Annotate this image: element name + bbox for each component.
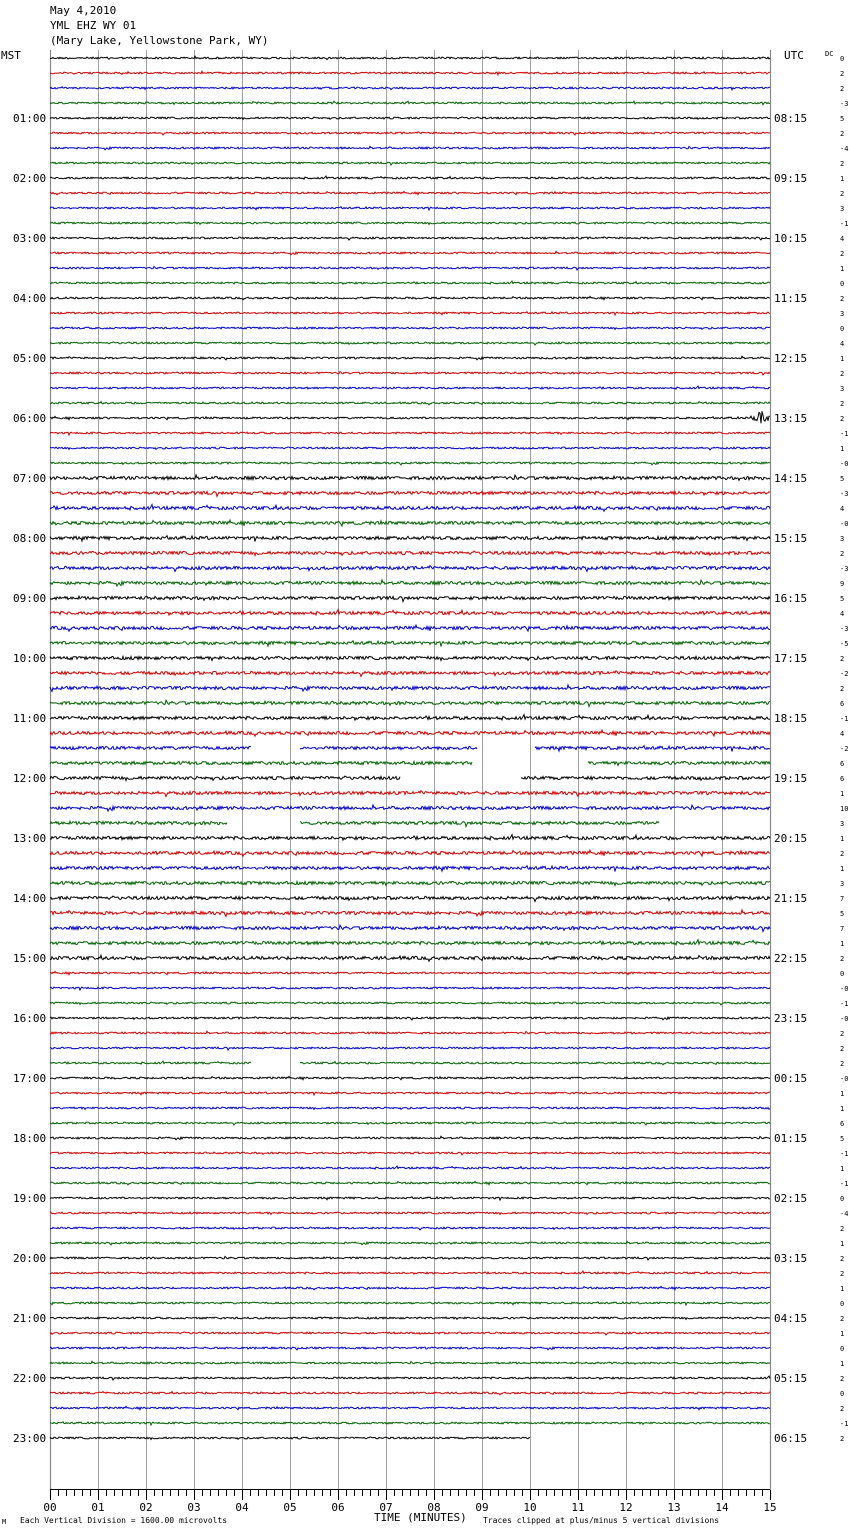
utc-hour-label: 08:15: [774, 112, 808, 125]
mst-hour-label: 12:00: [13, 772, 47, 785]
trace-74: [50, 1166, 770, 1169]
x-tick-label: 11: [571, 1501, 585, 1514]
trace-17: [50, 312, 770, 315]
trace-66: [50, 1047, 770, 1050]
mst-hour-label: 19:00: [13, 1192, 47, 1205]
x-tick-label: 06: [331, 1501, 345, 1514]
trace-52: [50, 835, 770, 841]
dc-offset-64: -0: [840, 1015, 849, 1023]
dc-offset-48: 6: [840, 775, 845, 783]
dc-offset-52: 1: [840, 835, 845, 843]
x-tick-label: 09: [475, 1501, 489, 1514]
trace-1: [50, 71, 770, 75]
trace-87: [50, 1361, 770, 1364]
clip-note: Traces clipped at plus/minus 5 vertical divisions: [483, 1516, 720, 1525]
trace-38: [50, 625, 770, 631]
trace-2: [50, 87, 770, 90]
mst-hour-label: 08:00: [13, 532, 47, 545]
trace-90: [50, 1406, 770, 1409]
mst-hour-label: 04:00: [13, 292, 47, 305]
mst-hour-label: 05:00: [13, 352, 47, 365]
dc-offset-14: 1: [840, 265, 845, 273]
dc-offset-7: 2: [840, 160, 845, 168]
dc-offset-20: 1: [840, 355, 845, 363]
dc-offset-67: 2: [840, 1060, 845, 1068]
trace-15: [50, 281, 770, 284]
dc-offset-73: -1: [840, 1150, 849, 1158]
utc-hour-label: 05:15: [774, 1372, 808, 1385]
dc-offset-33: 2: [840, 550, 845, 558]
trace-11: [50, 222, 770, 225]
dc-offset-18: 0: [840, 325, 845, 333]
dc-offset-41: -2: [840, 670, 849, 678]
mst-hour-label: 01:00: [13, 112, 47, 125]
utc-hour-label: 04:15: [774, 1312, 808, 1325]
dc-offset-91: -1: [840, 1420, 849, 1428]
trace-14: [50, 266, 770, 270]
dc-offset-12: 4: [840, 235, 845, 243]
dc-offset-32: 3: [840, 535, 845, 543]
dc-offset-13: 2: [840, 250, 845, 258]
mst-hour-label: 06:00: [13, 412, 47, 425]
dc-offset-63: -1: [840, 1000, 849, 1008]
mst-hour-label: 21:00: [13, 1312, 47, 1325]
dc-offset-50: 10: [840, 805, 849, 813]
dc-offset-76: 0: [840, 1195, 845, 1203]
corner-mark: M: [2, 1518, 7, 1526]
trace-21: [50, 371, 770, 375]
station-code: YML EHZ WY 01: [50, 19, 137, 32]
dc-offset-24: 2: [840, 415, 845, 423]
trace-46: [50, 746, 770, 752]
mst-hour-label: 07:00: [13, 472, 47, 485]
trace-18: [50, 327, 770, 329]
dc-offset-84: 2: [840, 1315, 845, 1323]
dc-offset-16: 2: [840, 295, 845, 303]
dc-offset-60: 2: [840, 955, 845, 963]
utc-hour-label: 02:15: [774, 1192, 808, 1205]
dc-offset-65: 2: [840, 1030, 845, 1038]
dc-offset-10: 3: [840, 205, 845, 213]
trace-34: [50, 566, 770, 572]
hour-labels: [13, 55, 848, 1445]
dc-offset-23: 2: [840, 400, 845, 408]
dc-offset-9: 2: [840, 190, 845, 198]
dc-offset-42: 2: [840, 685, 845, 693]
trace-5: [50, 132, 770, 135]
mst-hour-label: 13:00: [13, 832, 47, 845]
dc-offset-79: 1: [840, 1240, 845, 1248]
trace-48: [50, 776, 770, 781]
utc-hour-label: 01:15: [774, 1132, 808, 1145]
dc-offset-6: -4: [840, 145, 849, 153]
trace-86: [50, 1347, 770, 1350]
trace-26: [50, 447, 770, 450]
dc-offset-39: -5: [840, 640, 849, 648]
trace-31: [50, 520, 770, 526]
dc-offset-15: 0: [840, 280, 845, 288]
dc-offset-92: 2: [840, 1435, 845, 1443]
mst-hour-label: 10:00: [13, 652, 47, 665]
trace-60: [50, 955, 770, 961]
dc-offset-1: 2: [840, 70, 845, 78]
trace-24: [50, 411, 770, 423]
dc-offset-75: -1: [840, 1180, 849, 1188]
mst-hour-label: 02:00: [13, 172, 47, 185]
dc-offset-72: 5: [840, 1135, 845, 1143]
trace-43: [50, 700, 770, 706]
utc-hour-label: 09:15: [774, 172, 808, 185]
dc-offset-26: 1: [840, 445, 845, 453]
trace-45: [50, 730, 770, 736]
dc-offset-83: 0: [840, 1300, 845, 1308]
dc-offset-21: 2: [840, 370, 845, 378]
x-tick-label: 05: [283, 1501, 297, 1514]
dc-offset-43: 6: [840, 700, 845, 708]
dc-offset-58: 7: [840, 925, 845, 933]
trace-69: [50, 1092, 770, 1095]
utc-hour-label: 00:15: [774, 1072, 808, 1085]
dc-offset-88: 2: [840, 1375, 845, 1383]
mst-hour-label: 03:00: [13, 232, 47, 245]
dc-offset-3: -3: [840, 100, 849, 108]
utc-hour-label: 23:15: [774, 1012, 808, 1025]
trace-92: [50, 1437, 530, 1440]
trace-44: [50, 715, 770, 721]
dc-offset-89: 0: [840, 1390, 845, 1398]
dc-offset-30: 4: [840, 505, 845, 513]
dc-offset-47: 6: [840, 760, 845, 768]
trace-8: [50, 176, 770, 179]
trace-76: [50, 1197, 770, 1200]
dc-offset-70: 1: [840, 1105, 845, 1113]
dc-offset-5: 2: [840, 130, 845, 138]
utc-hour-label: 14:15: [774, 472, 808, 485]
mst-hour-label: 09:00: [13, 592, 47, 605]
dc-offset-44: -1: [840, 715, 849, 723]
trace-16: [50, 296, 770, 299]
utc-hour-label: 17:15: [774, 652, 808, 665]
station-location: (Mary Lake, Yellowstone Park, WY): [50, 34, 269, 47]
dc-offset-27: -0: [840, 460, 849, 468]
right-axis-title: UTC: [784, 49, 804, 62]
trace-68: [50, 1076, 770, 1079]
x-tick-label: 02: [139, 1501, 153, 1514]
dc-offset-45: 4: [840, 730, 845, 738]
trace-37: [50, 610, 770, 616]
trace-23: [50, 402, 770, 405]
mst-hour-label: 23:00: [13, 1432, 47, 1445]
mst-hour-label: 16:00: [13, 1012, 47, 1025]
trace-13: [50, 251, 770, 255]
trace-82: [50, 1286, 770, 1289]
dc-offset-37: 4: [840, 610, 845, 618]
trace-75: [50, 1181, 770, 1184]
mst-hour-label: 11:00: [13, 712, 47, 725]
x-tick-label: 03: [187, 1501, 201, 1514]
x-tick-label: 10: [523, 1501, 537, 1514]
trace-85: [50, 1332, 770, 1335]
trace-83: [50, 1302, 770, 1305]
utc-hour-label: 22:15: [774, 952, 808, 965]
trace-19: [50, 342, 770, 345]
dc-offset-69: 1: [840, 1090, 845, 1098]
trace-63: [50, 1002, 770, 1005]
trace-54: [50, 866, 770, 872]
x-tick-label: 01: [91, 1501, 105, 1514]
left-axis-title: MST: [1, 49, 21, 62]
trace-58: [50, 925, 770, 931]
trace-62: [50, 987, 770, 990]
trace-47: [50, 761, 770, 765]
trace-35: [50, 580, 770, 586]
dc-offset-85: 1: [840, 1330, 845, 1338]
trace-9: [50, 191, 770, 194]
trace-64: [50, 1017, 770, 1020]
dc-offset-28: 5: [840, 475, 845, 483]
dc-offset-77: -4: [840, 1210, 849, 1218]
dc-offset-22: 3: [840, 385, 845, 393]
utc-hour-label: 18:15: [774, 712, 808, 725]
chart-date: May 4,2010: [50, 4, 117, 17]
mst-hour-label: 15:00: [13, 952, 47, 965]
dc-offset-56: 7: [840, 895, 845, 903]
trace-61: [50, 971, 770, 974]
seismic-traces: [50, 56, 770, 1439]
x-tick-label: 12: [619, 1501, 633, 1514]
mst-hour-label: 20:00: [13, 1252, 47, 1265]
dc-offset-34: -3: [840, 565, 849, 573]
dc-offset-87: 1: [840, 1360, 845, 1368]
x-tick-label: 15: [763, 1501, 777, 1514]
mst-hour-label: 18:00: [13, 1132, 47, 1145]
x-tick-label: 14: [715, 1501, 729, 1514]
trace-91: [50, 1422, 770, 1425]
dc-offset-66: 2: [840, 1045, 845, 1053]
dc-offset-36: 5: [840, 595, 845, 603]
trace-57: [50, 910, 770, 917]
dc-offset-53: 2: [840, 850, 845, 858]
dc-offset-61: 0: [840, 970, 845, 978]
trace-81: [50, 1271, 770, 1274]
trace-30: [50, 505, 770, 512]
x-tick-label: 08: [427, 1501, 441, 1514]
trace-40: [50, 656, 770, 661]
dc-offset-71: 6: [840, 1120, 845, 1128]
dc-offset-38: -3: [840, 625, 849, 633]
trace-73: [50, 1152, 770, 1155]
dc-offset-51: 3: [840, 820, 845, 828]
dc-offset-17: 3: [840, 310, 845, 318]
dc-offset-57: 5: [840, 910, 845, 918]
x-tick-label: 04: [235, 1501, 249, 1514]
trace-65: [50, 1031, 770, 1034]
trace-70: [50, 1107, 770, 1110]
trace-89: [50, 1392, 770, 1395]
utc-hour-label: 06:15: [774, 1432, 808, 1445]
trace-56: [50, 896, 770, 902]
trace-32: [50, 536, 770, 542]
trace-80: [50, 1256, 770, 1260]
utc-hour-label: 16:15: [774, 592, 808, 605]
trace-41: [50, 671, 770, 677]
dc-offset-29: -3: [840, 490, 849, 498]
trace-50: [50, 805, 770, 811]
dc-offset-78: 2: [840, 1225, 845, 1233]
trace-51: [50, 821, 659, 826]
x-tick-label: 07: [379, 1501, 393, 1514]
trace-3: [50, 101, 770, 105]
utc-hour-label: 21:15: [774, 892, 808, 905]
dc-offset-11: -1: [840, 220, 849, 228]
trace-49: [50, 791, 770, 797]
trace-42: [50, 685, 770, 692]
dc-offset-25: -1: [840, 430, 849, 438]
trace-78: [50, 1227, 770, 1230]
dc-offset-0: 0: [840, 55, 845, 63]
trace-22: [50, 386, 770, 389]
dc-offset-59: 1: [840, 940, 845, 948]
utc-hour-label: 15:15: [774, 532, 808, 545]
trace-33: [50, 551, 770, 556]
trace-79: [50, 1241, 770, 1245]
trace-84: [50, 1317, 770, 1319]
dc-offset-82: 1: [840, 1285, 845, 1293]
trace-59: [50, 940, 770, 946]
trace-28: [50, 475, 770, 480]
dc-offset-81: 2: [840, 1270, 845, 1278]
utc-hour-label: 13:15: [774, 412, 808, 425]
utc-hour-label: 20:15: [774, 832, 808, 845]
x-axis-title: TIME (MINUTES): [374, 1511, 467, 1524]
trace-12: [50, 237, 770, 240]
dc-offset-86: 0: [840, 1345, 845, 1353]
dc-offset-40: 2: [840, 655, 845, 663]
dc-offset-35: 9: [840, 580, 845, 588]
trace-27: [50, 462, 770, 465]
trace-77: [50, 1212, 770, 1215]
dc-offset-8: 1: [840, 175, 845, 183]
dc-offset-31: -0: [840, 520, 849, 528]
dc-offset-55: 3: [840, 880, 845, 888]
trace-53: [50, 850, 770, 856]
dc-offset-90: 2: [840, 1405, 845, 1413]
utc-hour-label: 19:15: [774, 772, 808, 785]
trace-0: [50, 56, 770, 59]
trace-20: [50, 356, 770, 360]
dc-offset-4: 5: [840, 115, 845, 123]
trace-10: [50, 207, 770, 210]
trace-39: [50, 641, 770, 647]
x-tick-label: 13: [667, 1501, 681, 1514]
dc-offset-62: -0: [840, 985, 849, 993]
x-tick-label: 00: [43, 1501, 57, 1514]
trace-55: [50, 881, 770, 885]
trace-4: [50, 117, 770, 120]
trace-6: [50, 146, 770, 150]
trace-29: [50, 491, 770, 496]
dc-offset-49: 1: [840, 790, 845, 798]
trace-36: [50, 596, 770, 601]
utc-hour-label: 03:15: [774, 1252, 808, 1265]
dc-offset-19: 4: [840, 340, 845, 348]
mst-hour-label: 14:00: [13, 892, 47, 905]
mst-hour-label: 22:00: [13, 1372, 47, 1385]
scale-note: Each Vertical Division = 1600.00 microvolts: [20, 1516, 228, 1525]
mst-hour-label: 17:00: [13, 1072, 47, 1085]
trace-88: [50, 1376, 770, 1380]
dc-offset-2: 2: [840, 85, 845, 93]
dc-title: DC: [825, 50, 834, 58]
trace-71: [50, 1122, 770, 1125]
dc-offset-74: 1: [840, 1165, 845, 1173]
trace-72: [50, 1136, 770, 1140]
trace-25: [50, 432, 770, 435]
utc-hour-label: 11:15: [774, 292, 808, 305]
trace-7: [50, 162, 770, 165]
dc-offset-46: -2: [840, 745, 849, 753]
dc-offset-80: 2: [840, 1255, 845, 1263]
trace-67: [50, 1061, 770, 1065]
utc-hour-label: 12:15: [774, 352, 808, 365]
dc-offset-54: 1: [840, 865, 845, 873]
utc-hour-label: 10:15: [774, 232, 808, 245]
dc-offset-68: -0: [840, 1075, 849, 1083]
